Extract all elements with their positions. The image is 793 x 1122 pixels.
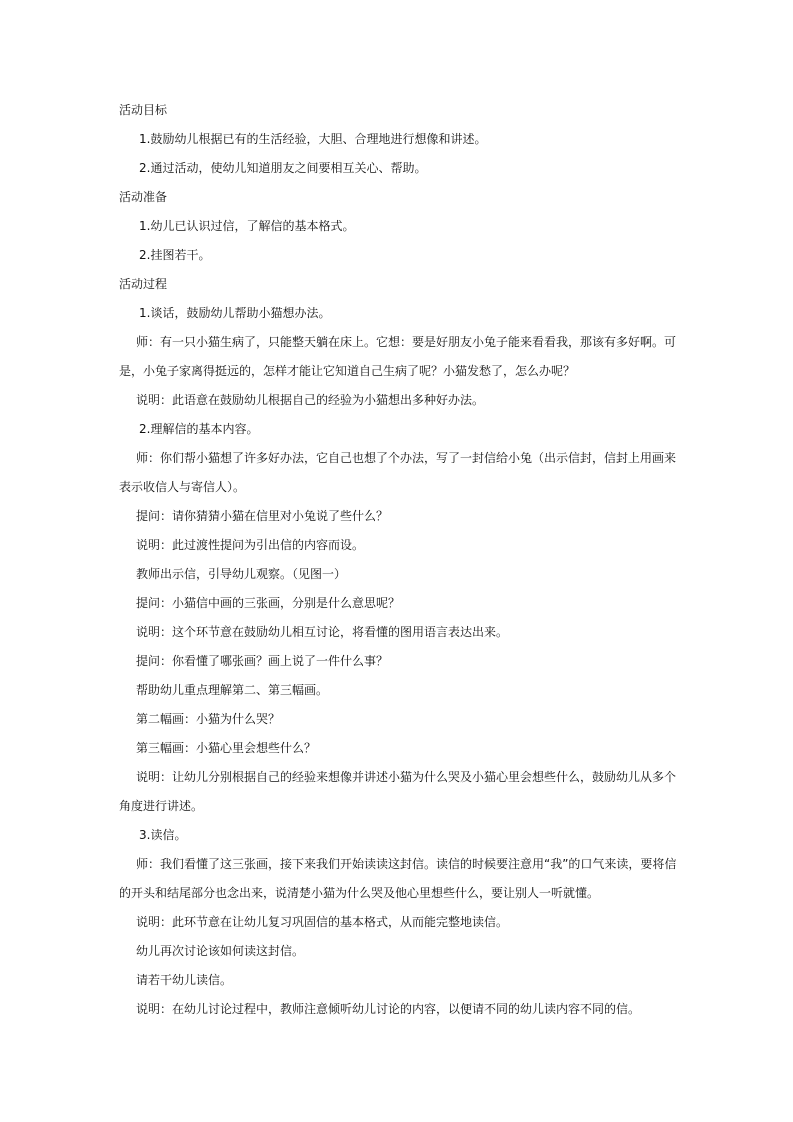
paragraph-line: 幼儿再次讨论该如何读这封信。 [136,944,305,958]
paragraph-line: 请若干幼儿读信。 [136,973,233,987]
paragraph-line: 教师出示信，引导幼儿观察。（见图一） [136,567,347,581]
paragraph-line: 师：你们帮小猫想了许多好办法，它自己也想了个办法，写了一封信给小兔（出示信封，信封上用画来 [136,451,677,465]
goal-item: 1.鼓励幼儿根据已有的生活经验，大胆、合理地进行想像和讲述。 [139,132,487,146]
paragraph-line: 第二幅画：小猫为什么哭？ [136,712,281,726]
process-step-heading: 3.读信。 [139,828,187,842]
paragraph-line: 师：有一只小猫生病了，只能整天躺在床上。它想：要是好朋友小兔子能来看看我，那该有多好啊。可 [136,335,677,349]
paragraph-line: 提问：请你猜猜小猫在信里对小兔说了些什么？ [136,509,389,523]
process-step-heading: 1.谈话，鼓励幼儿帮助小猫想办法。 [139,306,331,320]
paragraph-line: 第三幅画：小猫心里会想些什么？ [136,741,317,755]
process-step-heading: 2.理解信的基本内容。 [139,422,259,436]
paragraph-line: 说明：此环节意在让幼儿复习巩固信的基本格式，从而能完整地读信。 [136,915,509,929]
paragraph-line: 说明：让幼儿分别根据自己的经验来想像并讲述小猫为什么哭及小猫心里会想些什么，鼓励幼儿从多个 [136,770,677,784]
paragraph-line: 角度进行讲述。 [119,799,204,813]
paragraph-line: 帮助幼儿重点理解第二、第三幅画。 [136,683,329,697]
paragraph-line: 师：我们看懂了这三张画，接下来我们开始读读这封信。读信的时候要注意用“我”的口气来读，要将信 [136,857,677,871]
preparation-item: 2.挂图若干。 [139,248,211,262]
paragraph-line: 提问：你看懂了哪张画？画上说了一件什么事？ [136,654,389,668]
section-heading-goals: 活动目标 [119,103,168,117]
paragraph-line: 说明：在幼儿讨论过程中，教师注意倾听幼儿讨论的内容，以便请不同的幼儿读内容不同的信。 [136,1002,641,1016]
section-heading-process: 活动过程 [119,277,168,291]
paragraph-line: 提问：小猫信中画的三张画，分别是什么意思呢？ [136,596,401,610]
paragraph-line: 说明：此语意在鼓励幼儿根据自己的经验为小猫想出多种好办法。 [136,393,485,407]
paragraph-line: 的开头和结尾部分也念出来，说清楚小猫为什么哭及他心里想些什么，要让别人一听就懂。 [119,886,600,900]
paragraph-line: 表示收信人与寄信人）。 [119,480,246,494]
goal-item: 2.通过活动，使幼儿知道朋友之间要相互关心、帮助。 [139,161,427,175]
paragraph-line: 是，小兔子家离得挺远的，怎样才能让它知道自己生病了呢？小猫发愁了，怎么办呢？ [119,364,576,378]
paragraph-line: 说明：此过渡性提问为引出信的内容而设。 [136,538,365,552]
paragraph-line: 说明：这个环节意在鼓励幼儿相互讨论，将看懂的图用语言表达出来。 [136,625,509,639]
section-heading-preparation: 活动准备 [119,190,168,204]
preparation-item: 1.幼儿已认识过信，了解信的基本格式。 [139,219,355,233]
